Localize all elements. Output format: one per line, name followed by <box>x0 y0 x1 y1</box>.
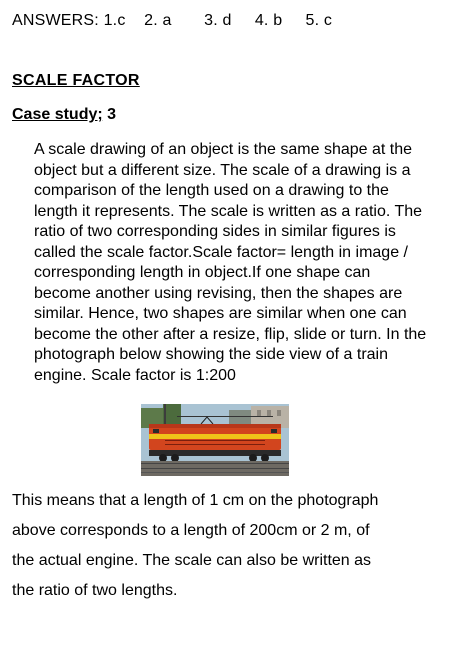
answers-line: ANSWERS: 1.c 2. a 3. d 4. b 5. c <box>12 12 333 29</box>
explanation-line: above corresponds to a length of 200cm or 2 m, of <box>12 522 370 539</box>
case-study-label: Case study; <box>12 106 103 123</box>
paragraph-line: become another using revising, then the shapes are <box>34 284 403 302</box>
paragraph-line: comparison of the length used on a drawing to the <box>34 182 389 199</box>
paragraph-line: become the other after a resize, flip, slide or turn. In the <box>34 325 427 343</box>
paragraph-line: similar. Hence, two shapes are similar when one can <box>34 305 407 322</box>
case-study-number: 3 <box>102 106 117 123</box>
paragraph-line: A scale drawing of an object is the same shape at the <box>34 141 413 158</box>
explanation-line: the actual engine. The scale can also be written as <box>12 552 372 569</box>
paragraph-line: ratio of two corresponding sides in similar figures is <box>34 223 396 240</box>
case-study-paragraph <box>34 140 470 386</box>
explanation-line: the ratio of two lengths. <box>12 582 178 599</box>
train-engine-illustration <box>141 404 289 476</box>
train-engine-photo <box>141 404 289 476</box>
explanation-line: This means that a length of 1 cm on the photograph <box>12 492 379 509</box>
explanation-text <box>12 486 378 606</box>
paragraph-line: called the scale factor.Scale factor= length in image / <box>34 243 408 261</box>
section-title: SCALE FACTOR <box>12 72 140 89</box>
paragraph-line: engine. Scale factor is 1:200 <box>34 366 236 384</box>
paragraph-line: object but a different size. The scale of a drawing is a <box>34 161 411 179</box>
case-study-heading <box>12 106 116 124</box>
paragraph-line: corresponding length in object.If one shape can <box>34 264 371 281</box>
paragraph-line: photograph below showing the side view of a train <box>34 346 388 363</box>
paragraph-line: length it represents. The scale is written as a ratio. The <box>34 202 423 220</box>
